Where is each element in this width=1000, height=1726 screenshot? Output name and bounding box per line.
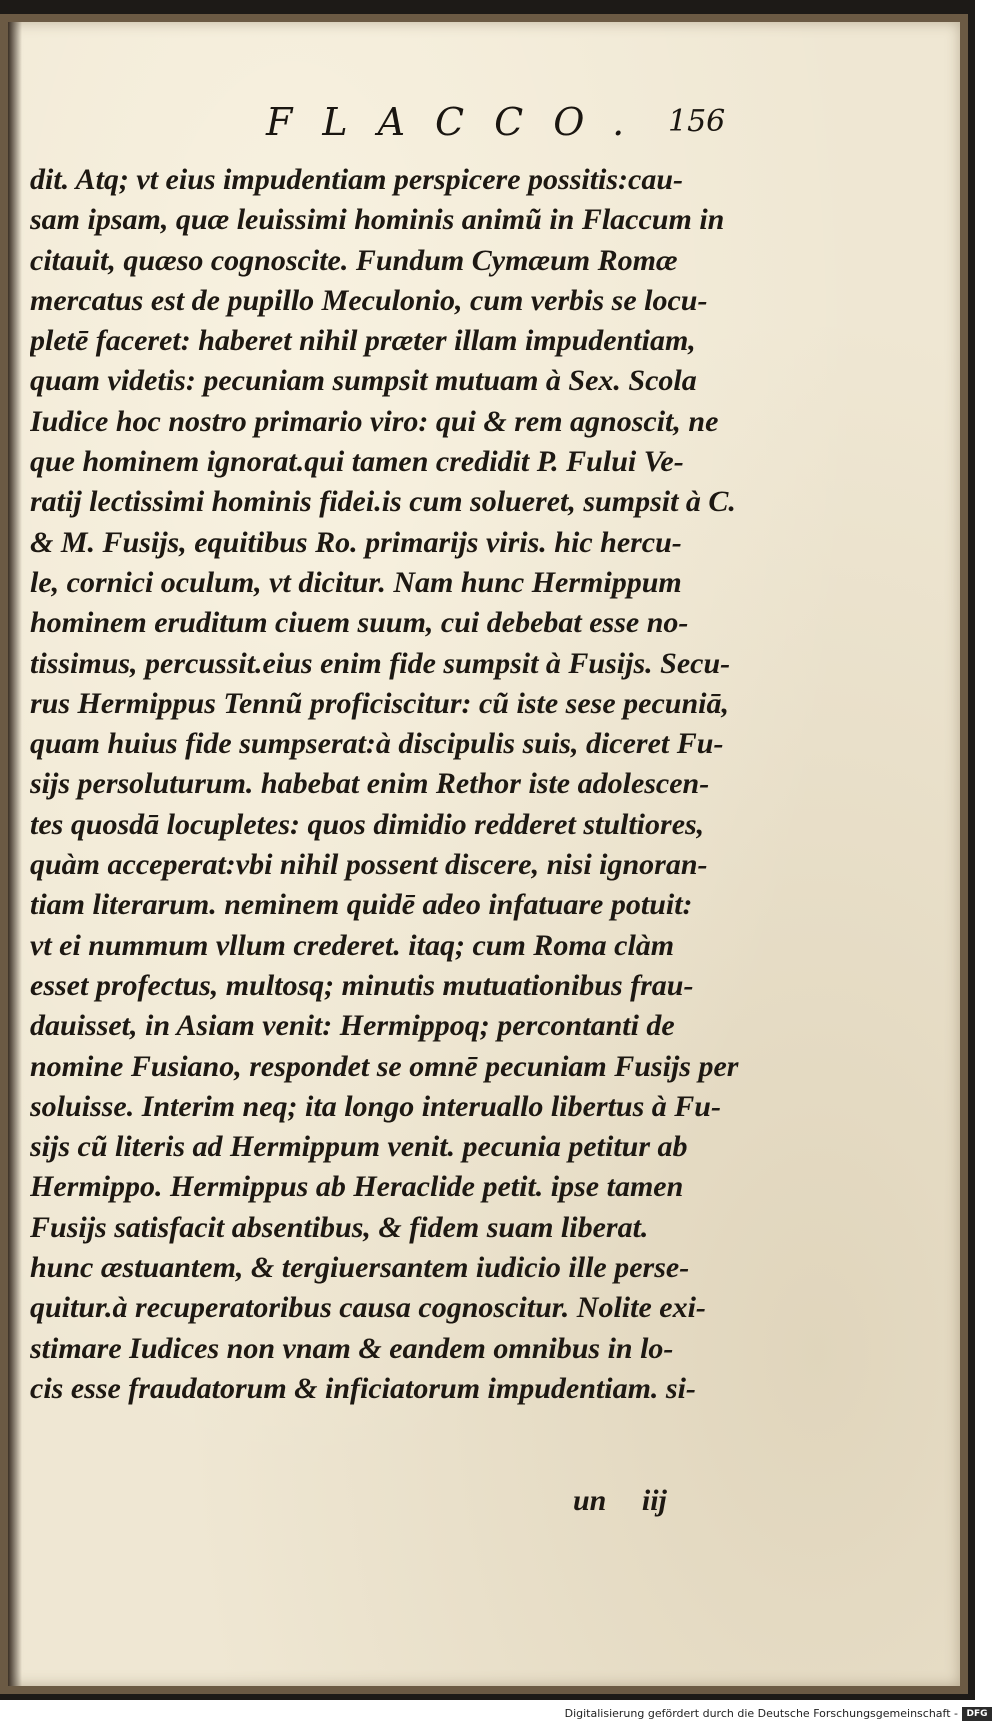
text-line: ratij lectissimi hominis fidei.is cum solueret, sumpsit à C. (30, 485, 736, 519)
text-line: tes quosdā locupletes: quos dimidio redderet stultiores, (30, 807, 705, 841)
text-line: vt ei nummum vllum crederet. itaq; cum Roma clàm (30, 928, 675, 962)
page-header (8, 100, 960, 150)
dfg-logo: DFG (962, 1707, 992, 1721)
text-line: Hermippo. Hermippus ab Heraclide petit. ipse tamen (30, 1170, 684, 1204)
text-line: stimare Iudices non vnam & eandem omnibus in lo- (30, 1331, 674, 1365)
text-line: dit. Atq; vt eius impudentiam perspicere possitis:cau- (30, 163, 684, 196)
text-line: tiam literarum. neminem quidē adeo infatuare potuit: (30, 888, 693, 922)
text-line: dauisset, in Asiam venit: Hermippoq; percontanti de (30, 1009, 675, 1043)
text-line: quam videtis: pecuniam sumpsit mutuam à Sex. Scola (30, 364, 697, 398)
body-text (30, 160, 800, 1409)
text-line: quam huius fide sumpserat:à discipulis suis, diceret Fu- (30, 727, 724, 761)
text-line: mercatus est de pupillo Meculonio, cum verbis se locu- (30, 283, 708, 317)
funding-credit: Digitalisierung gefördert durch die Deutsche Forschungsgemeinschaft - (564, 1707, 958, 1720)
text-line: quàm acceperat:vbi nihil possent discere, nisi ignoran- (30, 848, 708, 882)
text-line: pletē faceret: haberet nihil præter illam impudentiam, (30, 324, 696, 358)
text-line: sam ipsam, quæ leuissimi hominis animũ in Flaccum in (30, 203, 725, 237)
text-line: tissimus, percussit.eius enim fide sumpsit à Fusijs. Secu- (30, 646, 731, 680)
text-line: hominem eruditum ciuem suum, cui debebat esse no- (30, 606, 689, 640)
text-line: cis esse fraudatorum & inficiatorum impudentiam. si- (30, 1371, 696, 1405)
text-line: le, cornici oculum, vt dicitur. Nam hunc Hermippum (30, 565, 682, 599)
text-line: hunc æstuantem, & tergiuersantem iudicio ille perse- (30, 1251, 690, 1285)
text-line: nomine Fusiano, respondet se omnē pecuniam Fusijs per (30, 1049, 739, 1083)
text-line: Iudice hoc nostro primario viro: qui & rem agnoscit, ne (30, 404, 719, 438)
text-line: citauit, quæso cognoscite. Fundum Cymæum Romæ (30, 243, 678, 277)
binding-gutter (8, 22, 22, 1686)
text-line: rus Hermippus Tennũ proficiscitur: cũ iste sese pecuniā, (30, 686, 729, 720)
text-line: soluisse. Interim neq; ita longo interuallo libertus à Fu- (30, 1089, 721, 1123)
page-number: 156 (668, 104, 726, 139)
text-line: sijs cũ literis ad Hermippum venit. pecunia petitur ab (30, 1130, 688, 1164)
catchword-signature (573, 1484, 695, 1518)
text-line: quitur.à recuperatoribus causa cognoscitur. Nolite exi- (30, 1291, 706, 1325)
signature-mark: iij (641, 1484, 667, 1517)
text-line: & M. Fusijs, equitibus Ro. primarijs viris. hic hercu- (30, 525, 682, 559)
digitization-footer (0, 1705, 1000, 1725)
text-line: sijs persoluturum. habebat enim Rethor iste adolescen- (30, 767, 710, 801)
book-page (8, 22, 960, 1686)
running-head: FLACCO. (266, 100, 655, 144)
text-line: Fusijs satisfacit absentibus, & fidem suam liberat. (30, 1210, 649, 1244)
text-line: esset profectus, multosq; minutis mutuationibus frau- (30, 968, 694, 1002)
text-line: que hominem ignorat.qui tamen credidit P. Fului Ve- (30, 445, 684, 479)
catchword: un (573, 1484, 607, 1517)
